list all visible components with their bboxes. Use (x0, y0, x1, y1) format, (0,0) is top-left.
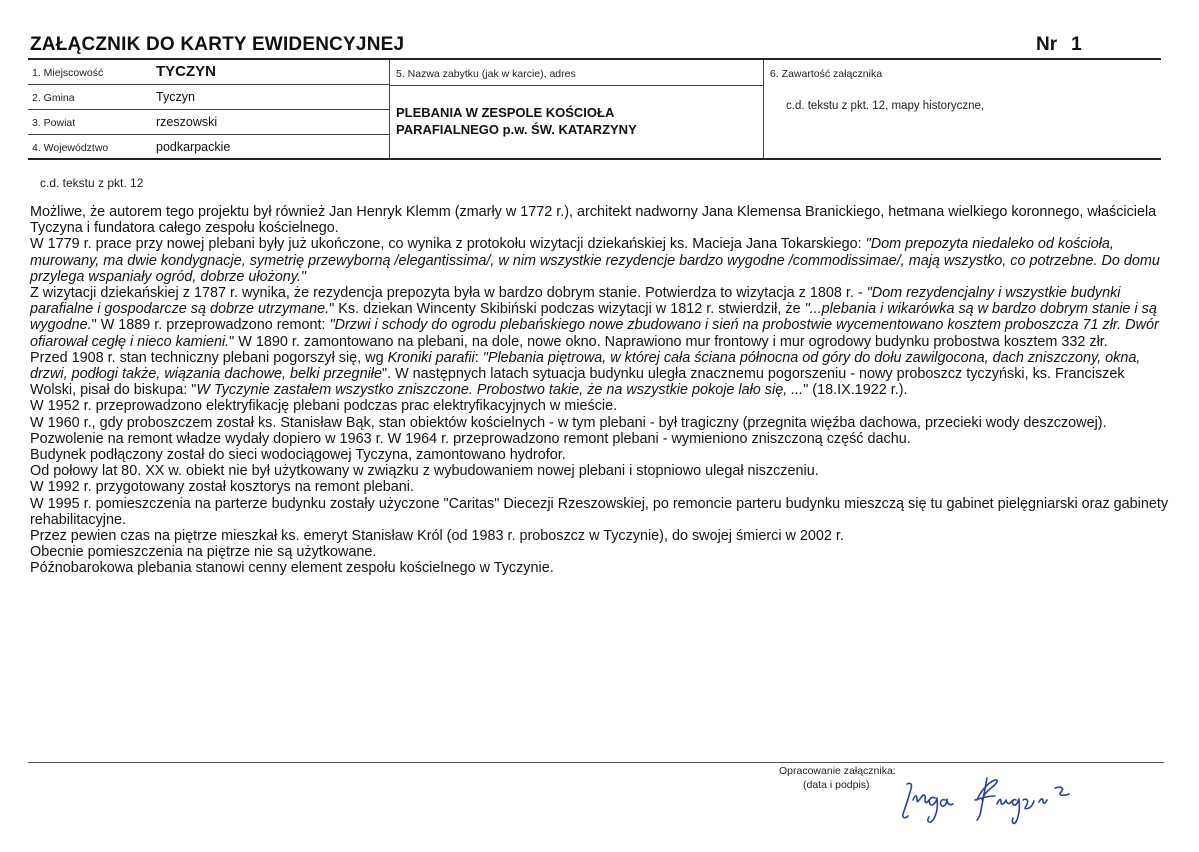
paragraph-4-text-e: ". W następnych latach sytuacja budynku uległa znacznemu pogorszeniu - nowy proboszcz tyczyński, ks. Franciszek Wolski, pisał do biskupa: " (30, 366, 1125, 399)
county-value: rzeszowski (156, 115, 218, 129)
form-row-county (28, 110, 389, 135)
prepared-by-label: Opracowanie załącznika: (779, 765, 896, 777)
monument-name (396, 104, 756, 138)
monument-name-label: 5. Nazwa zabytku (jak w karcie), adres (396, 68, 576, 80)
paragraph-4-source: Kroniki parafii (387, 349, 475, 366)
monument-column (390, 60, 764, 158)
paragraph-3-text-e: " W 1889 r. przeprowadzono remont: (91, 317, 330, 334)
paragraph-1: Możliwe, że autorem tego projektu był również Jan Henryk Klemm (zmarły w 1772 r.), architekt nadworny Jana Klemensa Branickiego, hetmana wielkiego koronnego, właściciela Tyczyna i fundatora całego zespołu kościelnego. (30, 204, 1157, 237)
form-row-commune (28, 85, 389, 110)
continuation-note: c.d. tekstu z pkt. 12 (40, 176, 144, 190)
paragraph-4 (30, 350, 1172, 399)
form-table (28, 58, 1161, 160)
paragraph-4-text-g: " (18.IX.1922 r.). (803, 382, 908, 399)
body-text (30, 204, 1172, 577)
voivodeship-value: podkarpackie (156, 140, 231, 154)
paragraph-4-text-a: Przed 1908 r. stan techniczny plebani pogorszył się, wg (30, 349, 388, 366)
paragraph-3-text-g: " W 1890 r. zamontowano na plebani, na dole, nowe okno. Naprawiono mur frontowy i mur ogrodowy budynku probostwa kosztem 332 złr. (229, 333, 1108, 350)
paragraph-4-quote-d: "Plebania piętrowa, w której cała ściana północna od góry do dołu zawilgocona, dach zniszczony, okna, drzwi, podłogi także, wiązania dachowe, belki przegniłe (30, 349, 1141, 383)
document-number-label: Nr (1036, 34, 1058, 55)
commune-label: 2. Gmina (32, 92, 75, 104)
handwritten-signature (895, 770, 1105, 826)
paragraph-9: W 1992 r. przygotowany został kosztorys na remont plebani. (30, 479, 414, 496)
document-title: ZAŁĄCZNIK DO KARTY EWIDENCYJNEJ (30, 34, 405, 55)
paragraph-5: W 1952 r. przeprowadzono elektryfikację plebani podczas prac elektryfikacyjnych w mieście. (30, 398, 618, 415)
date-signature-label: (data i podpis) (803, 779, 870, 791)
form-row-locality (28, 60, 389, 85)
paragraph-3-text-a: Z wizytacji dziekańskiej z 1787 r. wynika, że rezydencja prepozyta była w bardzo dobrym stanie. Potwierdza to wizytacja z 1808 r. - (30, 285, 867, 302)
location-column (28, 60, 390, 158)
monument-name-line2: PARAFIALNEGO p.w. ŚW. KATARZYNY (396, 122, 637, 137)
paragraph-6: W 1960 r., gdy proboszczem został ks. Stanisław Bąk, stan obiektów kościelnych - w tym plebani - był tragiczny (przegnita więźba dachowa, przecieki wody deszczowej). Pozwolenie na remont władze wydały dopiero w 1963 r. W 1964 r. przeprowadzono remont plebani - wymieniono zniszczoną część dachu. (30, 414, 1107, 447)
commune-value: Tyczyn (156, 90, 195, 104)
paragraph-3-quote-d: "...plebania i wikarówka są w bardzo dobrym stanie i są wygodne. (30, 301, 1157, 334)
paragraph-8: Od połowy lat 80. XX w. obiekt nie był użytkowany w związku z wybudowaniem nowej plebani i stopniowo ulegał niszczeniu. (30, 463, 819, 480)
contents-column (764, 60, 1161, 158)
monument-name-line1: PLEBANIA W ZESPOLE KOŚCIOŁA (396, 105, 615, 120)
paragraph-12: Obecnie pomieszczenia na piętrze nie są użytkowane. (30, 544, 377, 561)
paragraph-11: Przez pewien czas na piętrze mieszkał ks. emeryt Stanisław Król (od 1983 r. proboszcz w Tyczynie), do swojej śmierci w 2002 r. (30, 528, 844, 545)
paragraph-3-text-c: " Ks. dziekan Wincenty Skibiński podczas wizytacji w 1812 r. stwierdził, że (329, 301, 805, 318)
paragraph-13: Późnobarokowa plebania stanowi cenny element zespołu kościelnego w Tyczynie. (30, 560, 554, 577)
signature-strokes (903, 778, 1069, 823)
voivodeship-label: 4. Województwo (32, 142, 109, 154)
document-number (1036, 34, 1082, 56)
county-label: 3. Powiat (32, 117, 76, 129)
paragraph-4-text-c: : (474, 349, 483, 366)
paragraph-3-quote-f: "Drzwi i schody do ogrodu plebańskiego nowe zbudowano i sień na probostwie wycementowano kosztem proboszcza 71 złr. Dwór ofiarował cegłę i nieco kamieni. (30, 317, 1159, 350)
contents-value: c.d. tekstu z pkt. 12, mapy historyczne, (786, 100, 985, 112)
paragraph-2-text: W 1779 r. prace przy nowej plebani były już ukończone, co wynika z protokołu wizytacji dziekańskiej ks. Macieja Jana Tokarskiego: (30, 236, 866, 253)
paragraph-10: W 1995 r. pomieszczenia na parterze budynku zostały użyczone "Caritas" Diecezji Rzeszowskiej, po remoncie parteru budynku mieszczą się tu gabinet pielęgniarski oraz gabinety rehabilitacyjne. (30, 495, 1169, 528)
monument-divider (390, 85, 763, 86)
paragraph-3 (30, 285, 1172, 350)
paragraph-4-quote-f: W Tyczynie zastałem wszystko zniszczone. Probostwo takie, że na wszystkie pokoje lało się, ... (196, 382, 804, 399)
document-number-value: 1 (1071, 34, 1082, 55)
locality-value: TYCZYN (156, 63, 216, 80)
paragraph-7: Budynek podłączony został do sieci wodociągowej Tyczyna, zamontowano hydrofor. (30, 447, 566, 464)
contents-label: 6. Zawartość załącznika (770, 68, 883, 80)
form-row-voivodeship (28, 135, 389, 160)
paragraph-2 (30, 236, 1172, 285)
footer-divider (28, 762, 1164, 763)
paragraph-3-quote-b: "Dom rezydencjalny i wszystkie budynki parafialne i gospodarcze są dobrze utrzymane. (30, 285, 1121, 318)
locality-label: 1. Miejscowość (32, 67, 104, 79)
paragraph-2-quote: "Dom prepozyta niedaleko od kościoła, murowany, ma dwie kondygnacje, symetrię przewyborną /elegantissima/, w nim wszystkie rezydencje bardzo wygodne /commodissimae/, mają wszystko, co potrzebne. Do domu przylega wspaniały ogród, dobrze ułożony." (30, 236, 1160, 285)
